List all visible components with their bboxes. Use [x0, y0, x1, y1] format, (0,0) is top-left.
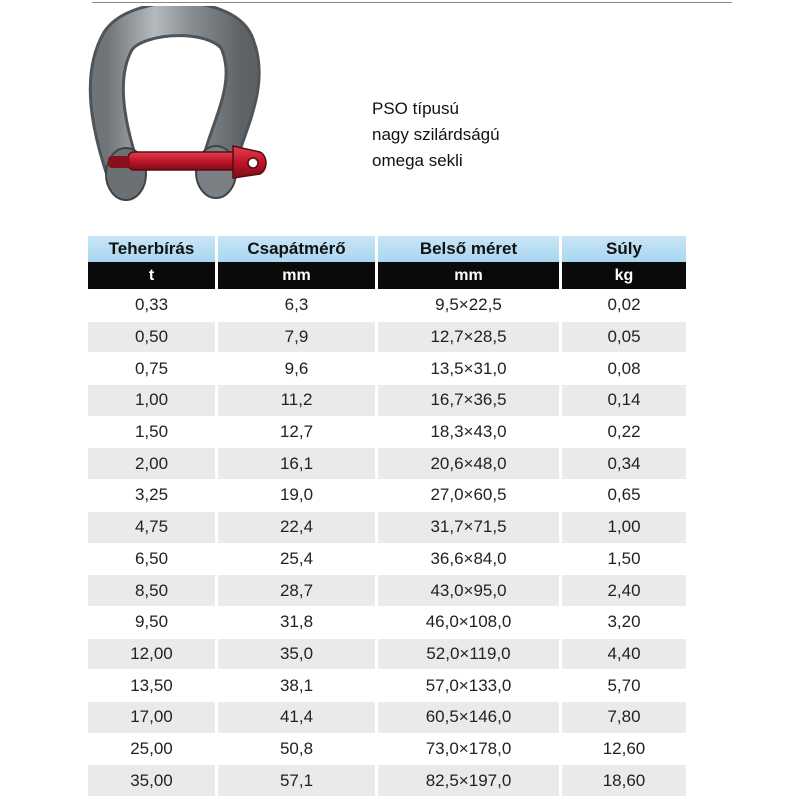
cell-load-capacity: 35,00 [88, 764, 218, 796]
cell-pin-diameter: 28,7 [218, 574, 378, 606]
table-row [88, 289, 686, 321]
caption-line-type: PSO típusú [372, 99, 459, 118]
cell-inner-size: 60,5×146,0 [378, 701, 562, 733]
table-row [88, 606, 686, 638]
cell-pin-diameter: 16,1 [218, 447, 378, 479]
cell-pin-diameter: 19,0 [218, 479, 378, 511]
table-row [88, 638, 686, 670]
caption-line-strength: nagy szilárdságú [372, 125, 500, 144]
cell-load-capacity: 2,00 [88, 447, 218, 479]
cell-pin-diameter: 35,0 [218, 638, 378, 670]
header-pin-diameter: Csapátmérő [218, 236, 378, 262]
unit-inner-size: mm [378, 262, 562, 289]
cell-inner-size: 16,7×36,5 [378, 384, 562, 416]
table-body [88, 289, 686, 796]
cell-inner-size: 12,7×28,5 [378, 321, 562, 353]
cell-load-capacity: 1,50 [88, 416, 218, 448]
top-divider [92, 2, 732, 3]
table-row [88, 669, 686, 701]
cell-weight: 0,08 [562, 352, 686, 384]
cell-weight: 0,22 [562, 416, 686, 448]
table-row [88, 321, 686, 353]
cell-weight: 4,40 [562, 638, 686, 670]
cell-inner-size: 13,5×31,0 [378, 352, 562, 384]
cell-pin-diameter: 12,7 [218, 416, 378, 448]
cell-weight: 1,00 [562, 511, 686, 543]
header-inner-size: Belső méret [378, 236, 562, 262]
unit-pin-diameter: mm [218, 262, 378, 289]
cell-load-capacity: 25,00 [88, 733, 218, 765]
cell-pin-diameter: 9,6 [218, 352, 378, 384]
unit-load-capacity: t [88, 262, 218, 289]
caption-line-name: omega sekli [372, 151, 463, 170]
cell-weight: 0,34 [562, 447, 686, 479]
cell-weight: 12,60 [562, 733, 686, 765]
table-row [88, 352, 686, 384]
cell-inner-size: 46,0×108,0 [378, 606, 562, 638]
cell-load-capacity: 9,50 [88, 606, 218, 638]
product-caption [372, 96, 500, 174]
table-row [88, 511, 686, 543]
table-row [88, 574, 686, 606]
cell-inner-size: 18,3×43,0 [378, 416, 562, 448]
cell-load-capacity: 6,50 [88, 543, 218, 575]
cell-weight: 0,65 [562, 479, 686, 511]
cell-weight: 3,20 [562, 606, 686, 638]
cell-weight: 0,02 [562, 289, 686, 321]
cell-inner-size: 43,0×95,0 [378, 574, 562, 606]
table-row [88, 733, 686, 765]
cell-pin-diameter: 41,4 [218, 701, 378, 733]
cell-load-capacity: 17,00 [88, 701, 218, 733]
table-row [88, 479, 686, 511]
table-row [88, 543, 686, 575]
table-row [88, 416, 686, 448]
cell-load-capacity: 12,00 [88, 638, 218, 670]
cell-load-capacity: 13,50 [88, 669, 218, 701]
cell-pin-diameter: 22,4 [218, 511, 378, 543]
header-weight: Súly [562, 236, 686, 262]
cell-weight: 5,70 [562, 669, 686, 701]
cell-inner-size: 73,0×178,0 [378, 733, 562, 765]
cell-load-capacity: 0,50 [88, 321, 218, 353]
table-unit-row [88, 262, 686, 289]
cell-inner-size: 82,5×197,0 [378, 764, 562, 796]
table-header-row [88, 236, 686, 262]
cell-weight: 2,40 [562, 574, 686, 606]
cell-inner-size: 36,6×84,0 [378, 543, 562, 575]
omega-shackle-icon [88, 6, 288, 211]
cell-inner-size: 27,0×60,5 [378, 479, 562, 511]
cell-load-capacity: 8,50 [88, 574, 218, 606]
cell-pin-diameter: 7,9 [218, 321, 378, 353]
cell-pin-diameter: 11,2 [218, 384, 378, 416]
cell-pin-diameter: 31,8 [218, 606, 378, 638]
cell-weight: 7,80 [562, 701, 686, 733]
table-row [88, 447, 686, 479]
table-row [88, 384, 686, 416]
cell-inner-size: 20,6×48,0 [378, 447, 562, 479]
cell-load-capacity: 4,75 [88, 511, 218, 543]
cell-pin-diameter: 25,4 [218, 543, 378, 575]
cell-weight: 1,50 [562, 543, 686, 575]
cell-weight: 18,60 [562, 764, 686, 796]
cell-pin-diameter: 38,1 [218, 669, 378, 701]
table-row [88, 764, 686, 796]
cell-weight: 0,05 [562, 321, 686, 353]
cell-inner-size: 9,5×22,5 [378, 289, 562, 321]
header-load-capacity: Teherbírás [88, 236, 218, 262]
unit-weight: kg [562, 262, 686, 289]
table-row [88, 701, 686, 733]
cell-load-capacity: 1,00 [88, 384, 218, 416]
cell-load-capacity: 3,25 [88, 479, 218, 511]
cell-inner-size: 57,0×133,0 [378, 669, 562, 701]
specification-table [88, 236, 686, 796]
cell-pin-diameter: 6,3 [218, 289, 378, 321]
cell-inner-size: 52,0×119,0 [378, 638, 562, 670]
cell-pin-diameter: 57,1 [218, 764, 378, 796]
cell-load-capacity: 0,33 [88, 289, 218, 321]
cell-load-capacity: 0,75 [88, 352, 218, 384]
cell-inner-size: 31,7×71,5 [378, 511, 562, 543]
cell-weight: 0,14 [562, 384, 686, 416]
cell-pin-diameter: 50,8 [218, 733, 378, 765]
